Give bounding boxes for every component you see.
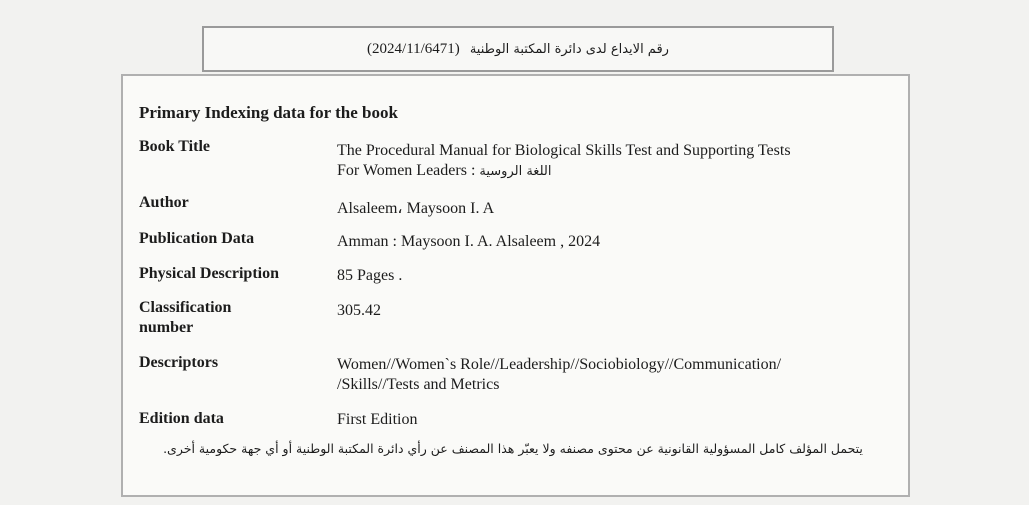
classification-label bbox=[139, 298, 231, 338]
deposit-label: رقم الايداع لدى دائرة المكتبة الوطنية bbox=[469, 41, 669, 57]
classification-label-line2: number bbox=[139, 319, 194, 336]
deposit-number-box bbox=[202, 26, 834, 72]
book-title-line2-ar: اللغة الروسية bbox=[479, 164, 552, 179]
book-title-line1: The Procedural Manual for Biological Skills Test and Supporting Tests bbox=[337, 142, 791, 159]
descriptors-value bbox=[337, 355, 897, 395]
edition-label: Edition data bbox=[139, 410, 224, 427]
author-label: Author bbox=[139, 194, 189, 211]
book-title-value bbox=[337, 141, 897, 182]
descriptors-line2: /Skills//Tests and Metrics bbox=[337, 376, 500, 393]
indexing-header: Primary Indexing data for the book bbox=[139, 103, 398, 122]
indexing-data-box bbox=[121, 74, 910, 497]
deposit-number: (2024/11/6471) bbox=[367, 40, 460, 57]
disclaimer-text: يتحمل المؤلف كامل المسؤولية القانونية عن محتوى مصنفه ولا يعبّر هذا المصنف عن رأي دائرة المكتبة الوطنية أو أي جهة حكومية أخرى. bbox=[163, 441, 863, 456]
publication-label: Publication Data bbox=[139, 230, 255, 247]
book-title-line2 bbox=[337, 161, 897, 182]
book-title-label: Book Title bbox=[139, 138, 210, 155]
physical-description-value: 85 Pages . bbox=[337, 267, 403, 284]
physical-description-label: Physical Description bbox=[139, 265, 279, 282]
publication-value: Amman : Maysoon I. A. Alsaleem , 2024 bbox=[337, 233, 601, 250]
edition-value: First Edition bbox=[337, 411, 418, 428]
classification-value: 305.42 bbox=[337, 302, 381, 319]
classification-label-line1: Classification bbox=[139, 299, 232, 316]
descriptors-line1: Women//Women`s Role//Leadership//Sociobiology//Communication/ bbox=[337, 356, 782, 373]
book-title-line2-en: For Women Leaders : bbox=[337, 162, 476, 179]
descriptors-label: Descriptors bbox=[139, 354, 219, 371]
author-value: Alsaleem، Maysoon I. A bbox=[337, 200, 495, 217]
